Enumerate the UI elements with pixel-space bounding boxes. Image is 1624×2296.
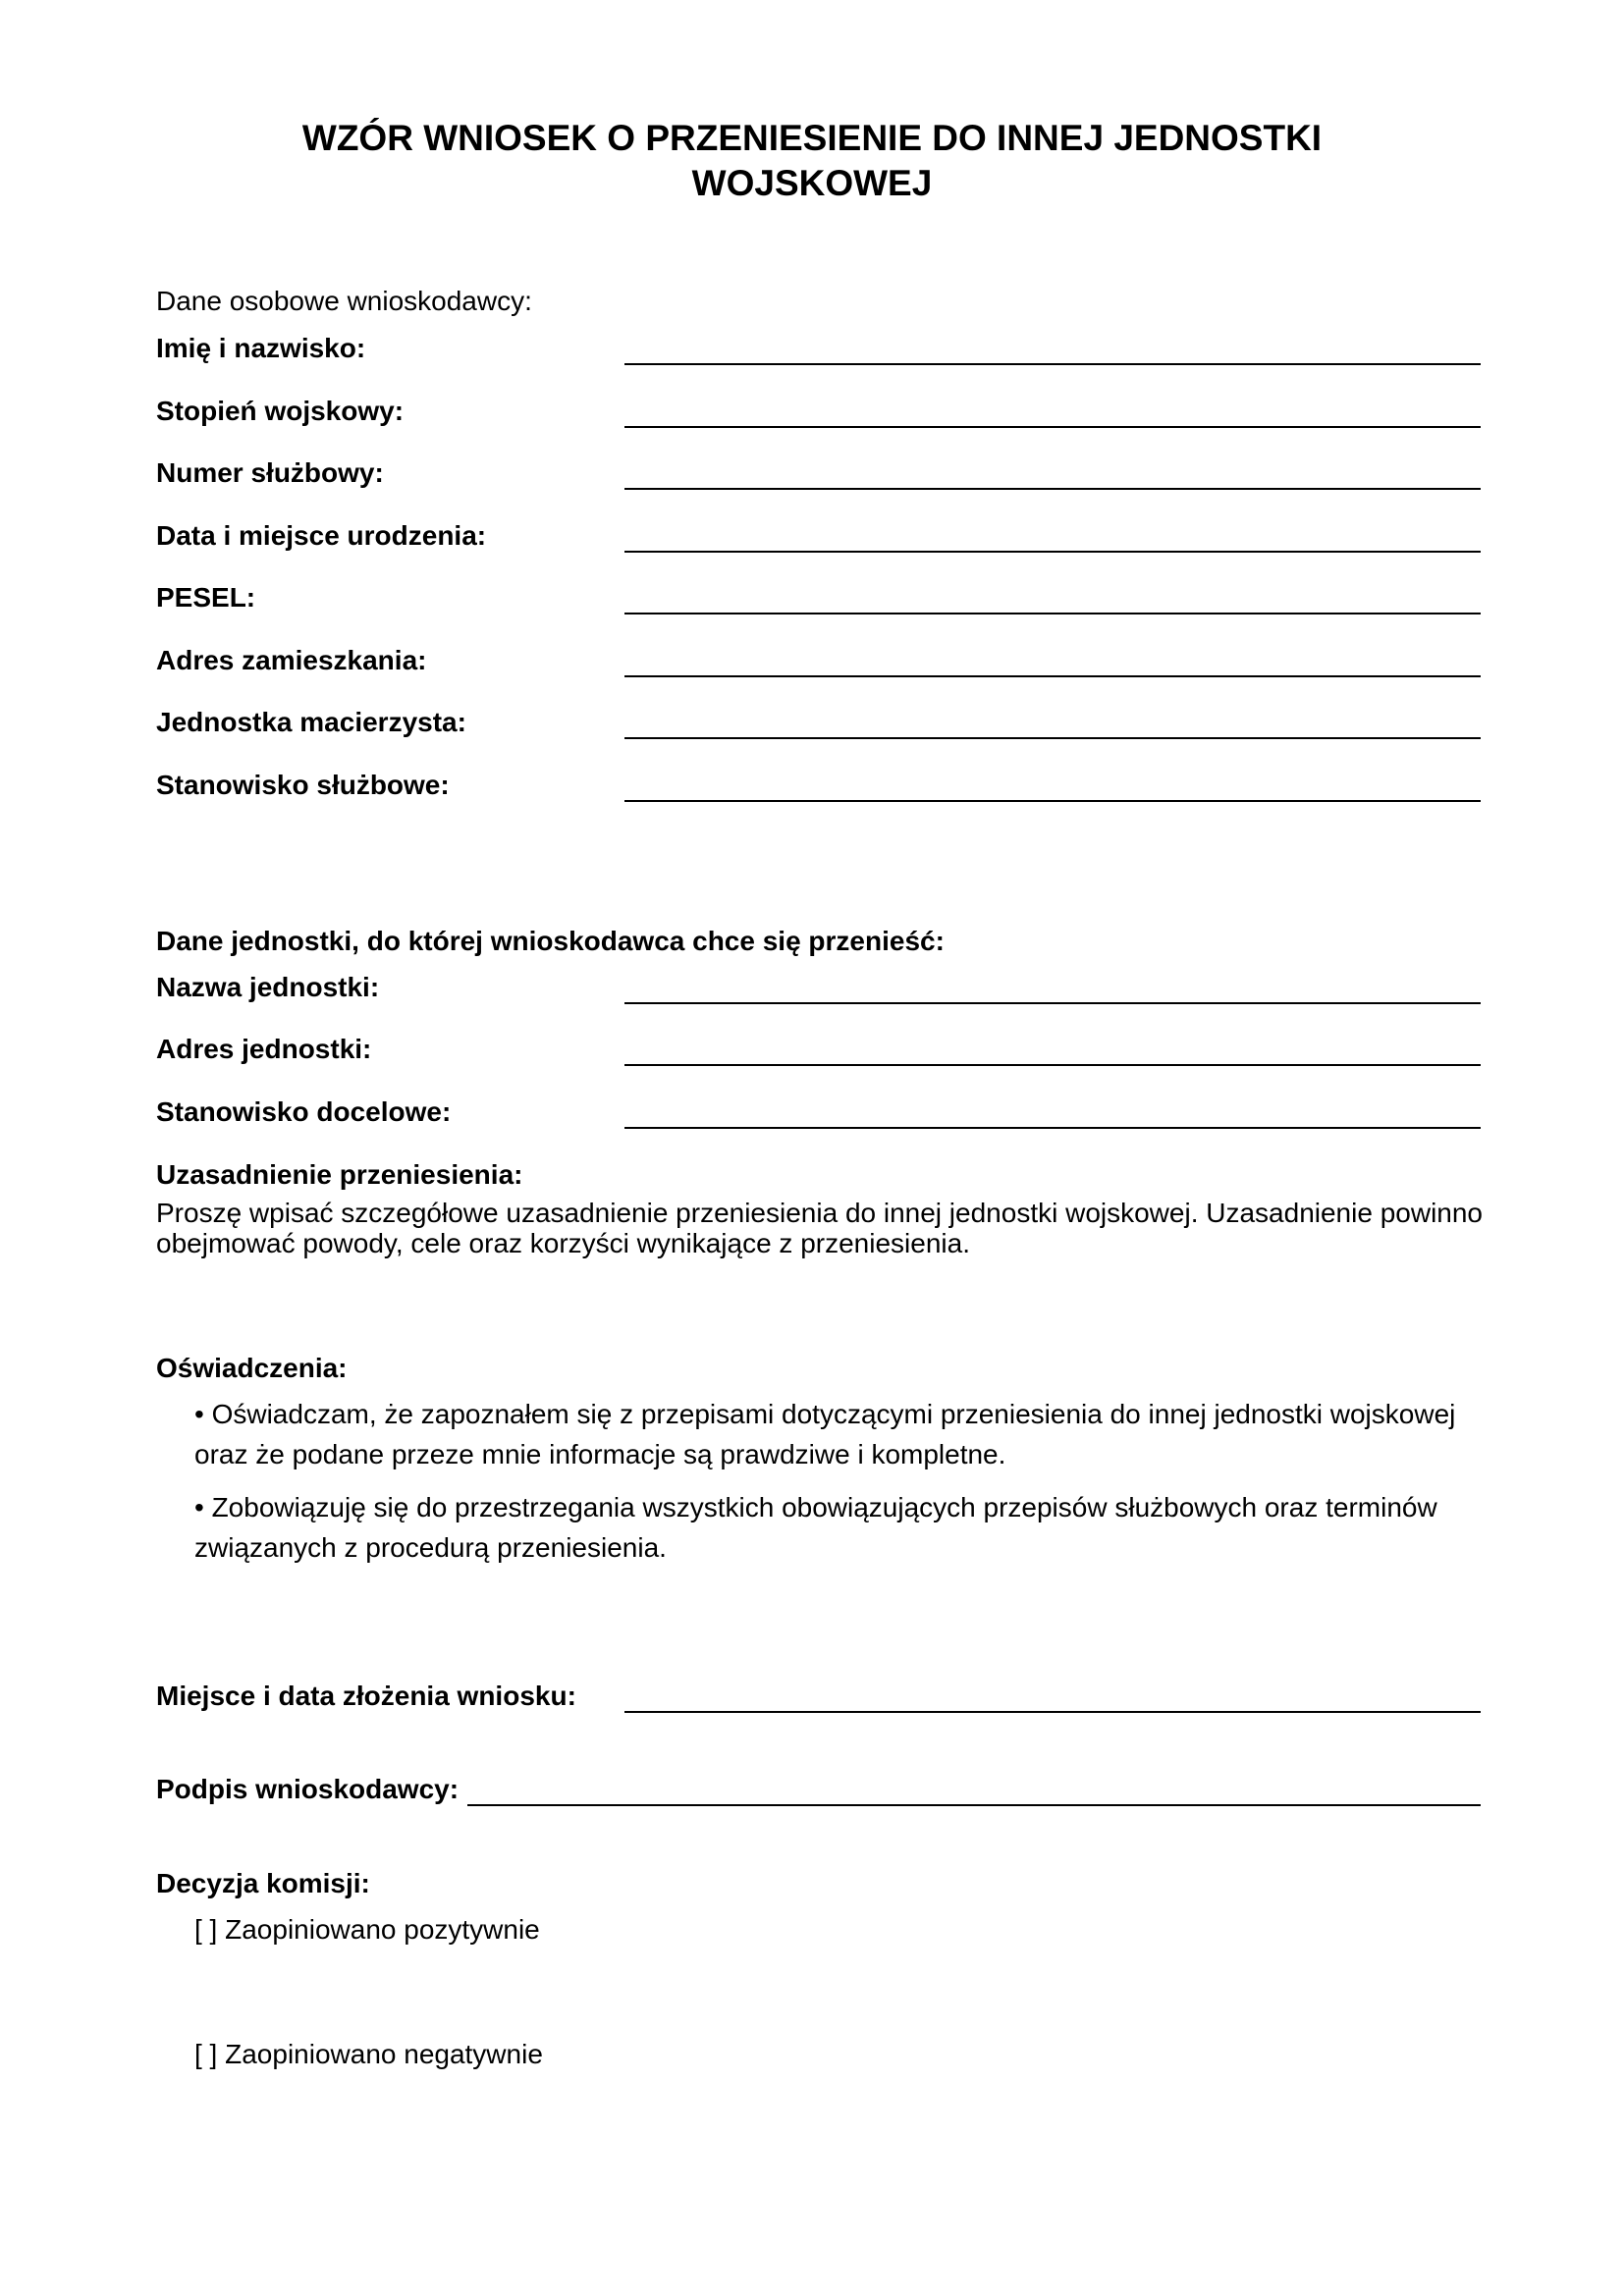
service-number-field[interactable] <box>624 488 1481 490</box>
field-label-service-number: Numer służbowy: <box>156 457 384 488</box>
justification-text: Proszę wpisać szczegółowe uzasadnienie przeniesienia do innej jednostki wojskowej. Uzasadnienie powinno obejmować powody, cele oraz korzyści wynikające z przeniesienia. <box>156 1198 1483 1258</box>
declarations-heading: Oświadczenia: <box>156 1353 348 1383</box>
home-address-field[interactable] <box>624 675 1481 677</box>
decision-option-positive[interactable]: [ ] Zaopiniowano pozytywnie <box>194 1914 540 1945</box>
service-position-field[interactable] <box>624 800 1481 802</box>
justification-heading: Uzasadnienie przeniesienia: <box>156 1159 523 1190</box>
unit-name-field[interactable] <box>624 1002 1481 1004</box>
field-label-military-rank: Stopień wojskowy: <box>156 396 405 426</box>
pesel-field[interactable] <box>624 613 1481 614</box>
target-position-field[interactable] <box>624 1127 1481 1129</box>
target-unit-section-heading: Dane jednostki, do której wnioskodawca chce się przenieść: <box>156 926 945 956</box>
declaration-item: • Oświadczam, że zapoznałem się z przepisami dotyczącymi przeniesienia do innej jednostki wojskowej oraz że podane przeze mnie informacje są prawdziwe i kompletne. <box>194 1399 1456 1469</box>
field-label-unit-address: Adres jednostki: <box>156 1034 372 1064</box>
field-label-place-date: Miejsce i data złożenia wniosku: <box>156 1681 576 1711</box>
field-label-unit-name: Nazwa jednostki: <box>156 972 380 1002</box>
field-label-target-position: Stanowisko docelowe: <box>156 1096 452 1127</box>
decision-option-negative[interactable]: [ ] Zaopiniowano negatywnie <box>194 2039 543 2069</box>
field-label-service-position: Stanowisko służbowe: <box>156 770 450 800</box>
field-label-birth-date-place: Data i miejsce urodzenia: <box>156 520 487 551</box>
personal-section-heading: Dane osobowe wnioskodawcy: <box>156 286 532 316</box>
birth-date-place-field[interactable] <box>624 551 1481 553</box>
signature-field[interactable] <box>467 1804 1481 1806</box>
field-label-home-unit: Jednostka macierzysta: <box>156 707 466 737</box>
place-date-field[interactable] <box>624 1711 1481 1713</box>
field-label-home-address: Adres zamieszkania: <box>156 645 427 675</box>
home-unit-field[interactable] <box>624 737 1481 739</box>
document-title: WZÓR WNIOSEK O PRZENIESIENIE DO INNEJ JEDNOSTKI WOJSKOWEJ <box>301 118 1323 203</box>
field-label-pesel: PESEL: <box>156 582 256 613</box>
full-name-field[interactable] <box>624 363 1481 365</box>
declaration-item: • Zobowiązuję się do przestrzegania wszystkich obowiązujących przepisów służbowych oraz terminów związanych z procedurą przeniesienia. <box>194 1492 1437 1563</box>
field-label-signature: Podpis wnioskodawcy: <box>156 1774 460 1804</box>
decision-heading: Decyzja komisji: <box>156 1868 370 1898</box>
unit-address-field[interactable] <box>624 1064 1481 1066</box>
field-label-full-name: Imię i nazwisko: <box>156 333 366 363</box>
military-rank-field[interactable] <box>624 426 1481 428</box>
